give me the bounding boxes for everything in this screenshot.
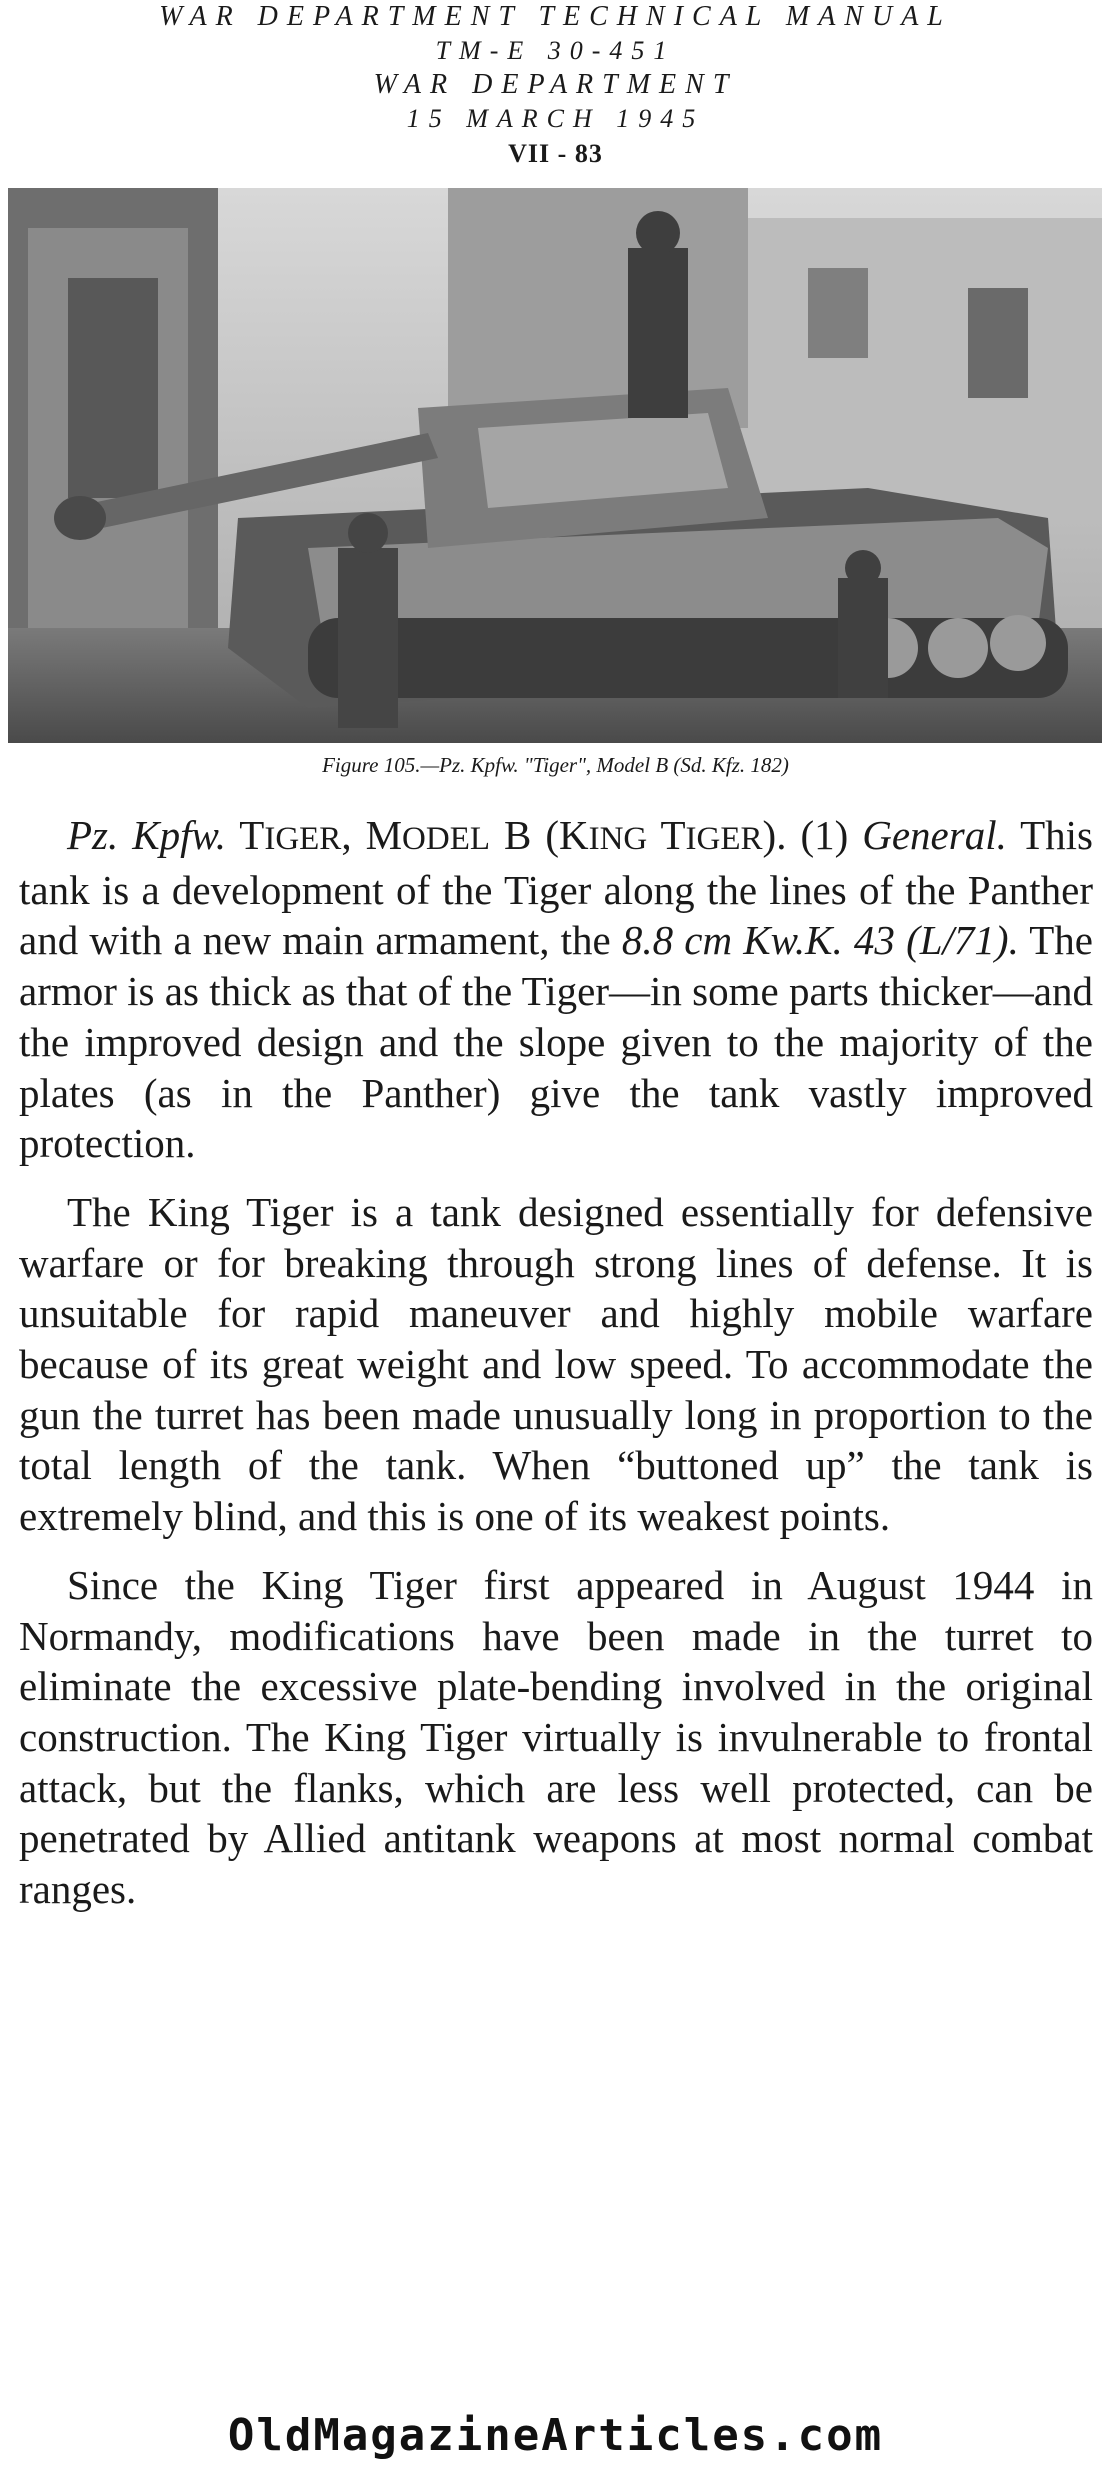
site-watermark: OldMagazineArticles.com bbox=[227, 2410, 884, 2461]
section-title-model-rest: ODEL bbox=[402, 821, 491, 857]
subsection-title-general: General. bbox=[862, 812, 1007, 858]
tank-photo bbox=[8, 188, 1102, 743]
gun-designation: 8.8 cm Kw.K. 43 (L/71). bbox=[621, 917, 1019, 964]
header-manual-title: WAR DEPARTMENT TECHNICAL MANUAL bbox=[159, 1, 952, 32]
header-department: WAR DEPARTMENT bbox=[373, 69, 738, 100]
section-title-space bbox=[647, 812, 660, 858]
section-title-comma: , bbox=[341, 812, 352, 858]
manual-header bbox=[0, 0, 1111, 172]
section-title-tiger2-cap: T bbox=[660, 812, 686, 858]
header-page-number: VII - 83 bbox=[508, 139, 603, 168]
section-title-model-b: B ( bbox=[490, 812, 559, 858]
header-manual-number: TM-E 30-451 bbox=[435, 36, 676, 65]
section-title-model-cap: M bbox=[365, 812, 403, 858]
figure-caption: Figure 105.—Pz. Kpfw. "Tiger", Model B (Sd. Kfz. 182) bbox=[322, 753, 789, 777]
article-body bbox=[19, 810, 1093, 1915]
tank-photo-icon bbox=[8, 188, 1102, 743]
general-text-a: This tank is a development of the Tiger along the lines of the Panther and with a new main armament, the bbox=[19, 812, 1093, 964]
section-title-pzkpfw: Pz. Kpfw. bbox=[67, 812, 227, 858]
header-date: 15 MARCH 1945 bbox=[406, 104, 705, 133]
section-title-end: ). bbox=[762, 812, 787, 858]
section-title-tiger-rest: IGER bbox=[264, 821, 342, 857]
general-text-b: The armor is as thick as that of the Tiger—in some parts thicker—and the improved design and the slope given to the majority of the plates (as in the Panther) give the tank vastly improved protection. bbox=[19, 917, 1093, 1167]
paragraph-general bbox=[19, 810, 1093, 1169]
section-title-king-rest: ING bbox=[588, 821, 648, 857]
section-title-king-cap: K bbox=[558, 812, 589, 858]
subsection-number: (1) bbox=[800, 812, 849, 858]
section-title-tiger-cap: T bbox=[239, 812, 265, 858]
paragraph-defensive: The King Tiger is a tank designed essentially for defensive warfare or for breaking through strong lines of defense. It is unsuitable for rapid maneuver and highly mobile warfare because of its great weight and low speed. To accommodate the gun the turret has been made unusually long in proportion to the total length of the tank. When “buttoned up” the tank is extremely blind, and this is one of its weakest points. bbox=[19, 1188, 1093, 1540]
paragraph-normandy: Since the King Tiger first appeared in August 1944 in Normandy, modifications have been made in the turret to eliminate the excessive plate-bending involved in the original construction. The King Tiger virtually is invulnerable to frontal attack, but the flanks, which are less well protected, can be penetrated by Allied antitank weapons at most normal combat ranges. bbox=[19, 1561, 1093, 1913]
section-title-tiger2-rest: IGER bbox=[685, 821, 763, 857]
